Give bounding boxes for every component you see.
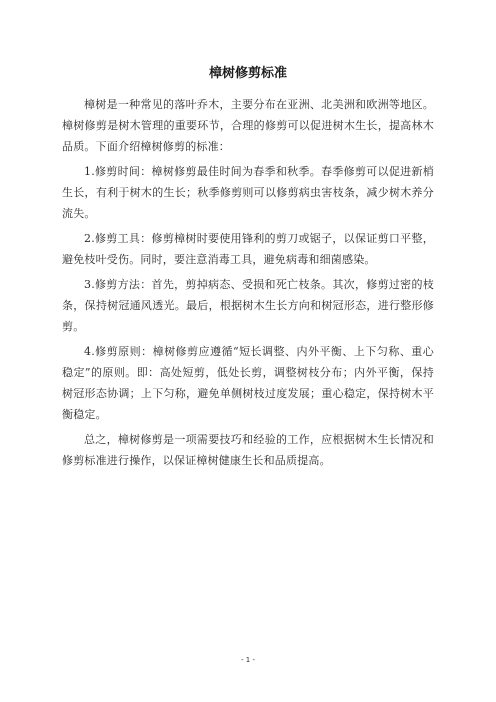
document-body [62, 94, 434, 475]
conclusion-paragraph: 总之，樟树修剪是一项需要技巧和经验的工作，应根据树木生长情况和修剪标准进行操作，以保证樟树健康生长和品质提高。 [62, 433, 434, 467]
document-title: 樟树修剪标准 [208, 66, 287, 81]
pruning-time-paragraph: 1.修剪时间：樟树修剪最佳时间为春季和秋季。春季修剪可以促进新梢生长，有利于树木的生长；秋季修剪则可以修剪病虫害枝条，减少树木养分流失。 [62, 165, 434, 220]
page-number: - 1 - [241, 656, 255, 664]
pruning-tools-paragraph: 2.修剪工具：修剪樟树时要使用锋利的剪刀或锯子，以保证剪口平整，避免枝叶受伤。同时，要注意消毒工具，避免病毒和细菌感染。 [62, 232, 434, 266]
pruning-method-paragraph: 3.修剪方法：首先，剪掉病态、受损和死亡枝条。其次，修剪过密的枝条，保持树冠通风透光。最后，根据树木生长方向和树冠形态，进行整形修剪。 [62, 278, 434, 333]
pruning-principle-paragraph: 4.修剪原则：樟树修剪应遵循“短长调整、内外平衡、上下匀称、重心稳定”的原则。即：高处短剪，低处长剪，调整树枝分布；内外平衡，保持树冠形态协调；上下匀称，避免单侧树枝过度发展；重心稳定，保持树木平衡稳定。 [62, 345, 434, 421]
intro-paragraph: 樟树是一种常见的落叶乔木，主要分布在亚洲、北美洲和欧洲等地区。樟树修剪是树木管理的重要环节，合理的修剪可以促进树木生长，提高林木品质。下面介绍樟树修剪的标准： [62, 98, 434, 153]
